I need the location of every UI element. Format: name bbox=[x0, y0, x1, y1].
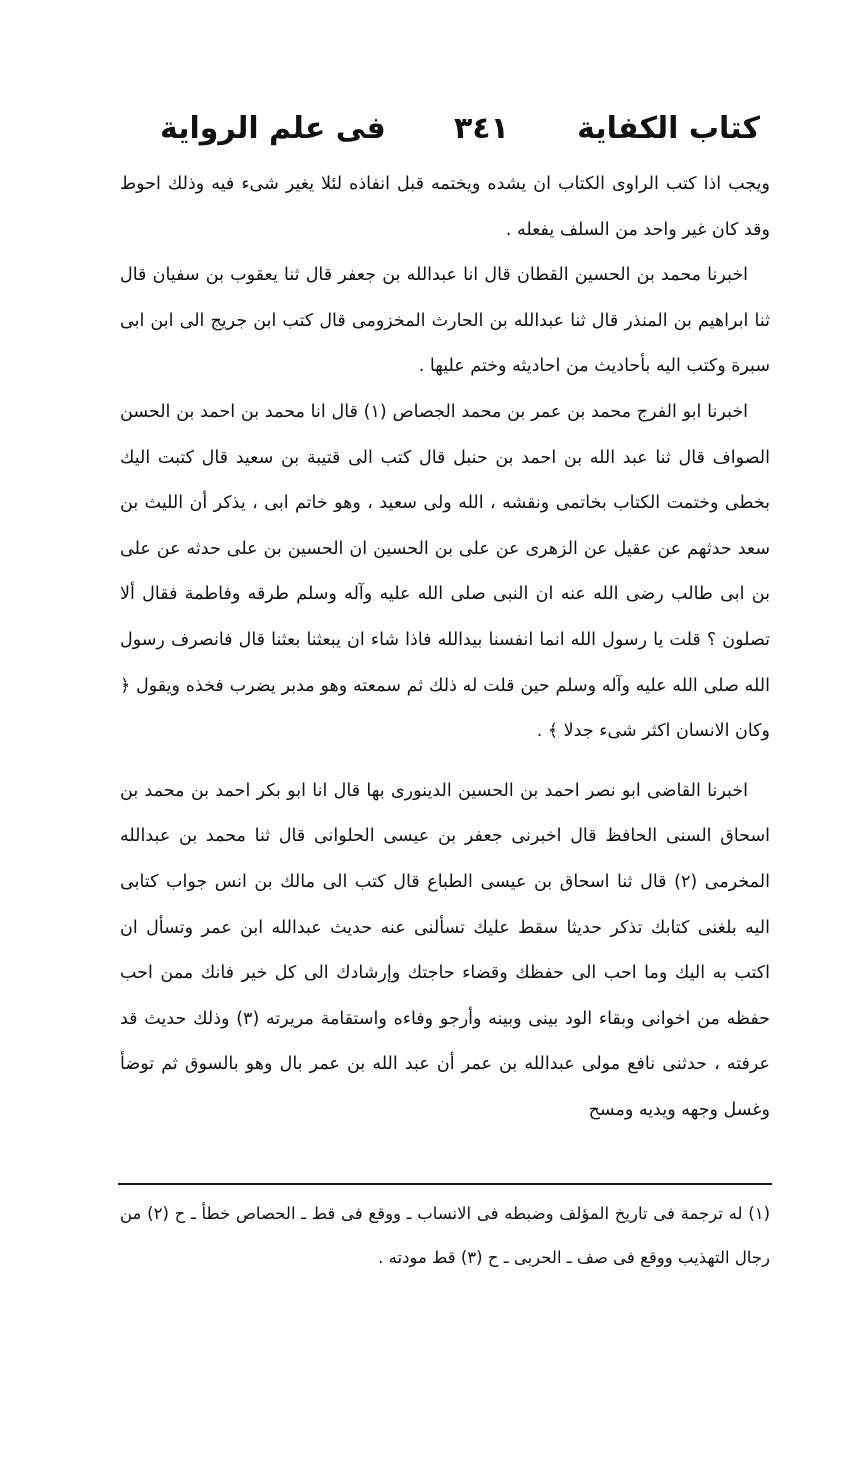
page-header bbox=[160, 100, 760, 158]
paragraph-3: اخبرنا ابو الفرج محمد بن عمر بن محمد الجصاص (١) قال انا محمد بن احمد بن الحسن الصواف قال ثنا عبد الله بن احمد بن حنبل قال كتب الى قتيبة بن سعيد قال كتبت اليك بخطى وختمت الكتاب بخاتمى ونقشه ، الله ولى سعيد ، وهو خاتم ابى ، يذكر أن الليث بن سعد حدثهم عن عقيل عن الزهرى عن على بن الحسين ان الحسين بن على حدثه عن على بن ابى طالب رضى الله عنه ان النبى صلى الله عليه وآله وسلم طرقه وفاطمة فقال ألا تصلون ؟ قلت يا رسول الله انما انفسنا بيدالله فاذا شاء ان يبعثنا بعثنا قال فانصرف رسول الله صلى الله عليه وآله وسلم حين قلت له ذلك ثم سمعته وهو مدبر يضرب فخذه ويقول ﴿ وكان الانسان اكثر شىء جدلا ﴾ . bbox=[120, 401, 770, 742]
header-section-title: فى علم الرواية bbox=[160, 111, 386, 146]
header-book-title: كتاب الكفاية bbox=[577, 111, 760, 146]
main-text bbox=[120, 162, 770, 1133]
paragraph-1: ويجب اذا كتب الراوى الكتاب ان يشده ويختمه قبل انفاذه لئلا يغير شىء فيه وذلك احوط وقد كان غير واحد من السلف يفعله . bbox=[120, 174, 770, 240]
footnotes bbox=[120, 1192, 770, 1280]
footnote-text: (١) له ترجمة فى تاريخ المؤلف وضبطه فى الانساب ـ ووقع فى قط ـ الحصاص خطأ ـ ح (٢) من رجال التهذيب ووقع فى صف ـ الحربى ـ ح (٣) قط مودته . bbox=[120, 1204, 770, 1267]
header-page-number: ٣٤١ bbox=[453, 111, 509, 146]
paragraph-4: اخبرنا القاضى ابو نصر احمد بن الحسين الدينورى بها قال انا ابو بكر احمد بن محمد بن اسحاق السنى الحافظ قال اخبرنى جعفر بن عيسى الحلوانى قال ثنا محمد بن عبدالله المخرمى (٢) قال ثنا اسحاق بن عيسى الطباع قال كتب الى مالك بن انس جواب كتابى اليه بلغنى كتابك تذكر حديثا سقط عليك تسألنى عنه حديث عبدالله ابن عمر وتسأل ان اكتب به اليك وما احب الى حفظك وقضاء حاجتك وإرشادك الى كل خير فانك ممن احب حفظه من اخوانى وبقاء الود بينى وبينه وأرجو وفاءه واستقامة مريرته (٣) وذلك حديث قد عرفته ، حدثنى نافع مولى عبدالله بن عمر أن عبد الله بن عمر بال وهو بالسوق ثم توضأ وغسل وجهه ويديه ومسح bbox=[120, 780, 770, 1120]
footnote-divider bbox=[118, 1183, 772, 1185]
paragraph-2: اخبرنا محمد بن الحسين القطان قال انا عبدالله بن جعفر قال ثنا يعقوب بن سفيان قال ثنا ابراهيم بن المنذر قال ثنا عبدالله بن الحارث المخزومى قال كتب ابن جريج الى ابن ابى سبرة وكتب اليه بأحاديث من احاديثه وختم عليها . bbox=[120, 265, 770, 377]
